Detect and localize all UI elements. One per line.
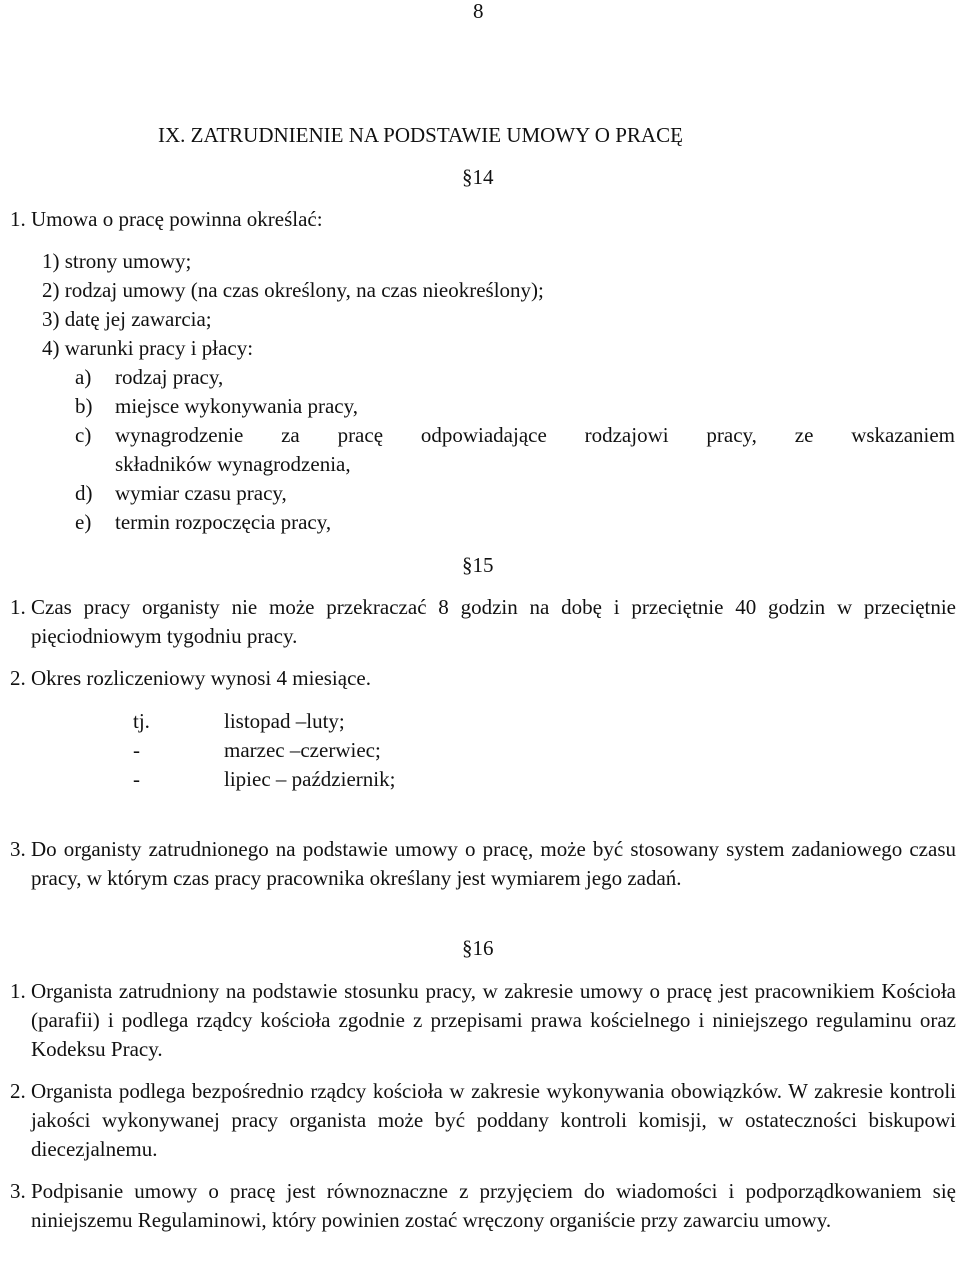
period-text: marzec –czerwiec; [224, 738, 381, 762]
period-marker: tj. [133, 709, 150, 733]
period-text: listopad –luty; [224, 709, 345, 733]
paragraph-16-2: Organista podlega bezpośrednio rządcy kościoła w zakresie wykonywania obowiązków. W zakresie kontroli jakości wykonywanej pracy organista może być poddany kontroli komisji, w ostateczności biskupowi diecezjalnemu. [31, 1079, 956, 1161]
paragraph-number: 3. [10, 837, 26, 861]
paragraph-number: 2. [10, 1079, 26, 1103]
paragraph-number: 2. [10, 666, 26, 690]
sub-item: e) termin rozpoczęcia pracy, [75, 510, 332, 534]
page-number: 8 [473, 0, 484, 23]
paragraph-16-3: Podpisanie umowy o pracę jest równoznaczne z przyjęciem do wiadomości i podporządkowaniem się niniejszemu Regulaminowi, który powinien zostać wręczony organiście przy zawarciu umowy. [31, 1179, 956, 1232]
sub-item: b) miejsce wykonywania pracy, [75, 394, 358, 418]
list-item: 3) datę jej zawarcia; [42, 307, 212, 331]
sub-item: a) rodzaj pracy, [75, 365, 224, 389]
paragraph-15-1: Czas pracy organisty nie może przekraczać 8 godzin na dobę i przeciętnie 40 godzin w przeciętnie pięciodniowym tygodniu pracy. [31, 595, 956, 648]
period-text: lipiec – październik; [224, 767, 396, 791]
list-item: 2) rodzaj umowy (na czas określony, na czas nieokreślony); [42, 278, 544, 302]
paragraph-number: 1. [10, 595, 26, 619]
section-14-items [42, 247, 544, 363]
section-heading-16: §16 [462, 936, 494, 960]
paragraph-16-1: Organista zatrudniony na podstawie stosunku pracy, w zakresie umowy o pracę jest pracownikiem Kościoła (parafii) i podlega rządcy kościoła zgodnie z przepisami prawa kościelnego i niniejszego regulaminu oraz Kodeksu Pracy. [31, 979, 956, 1061]
period-marker: - [133, 738, 140, 762]
sub-item: d) wymiar czasu pracy, [75, 481, 287, 505]
paragraph-number: 3. [10, 1179, 26, 1203]
period-marker: - [133, 767, 140, 791]
paragraph-15-2: Okres rozliczeniowy wynosi 4 miesiące. [31, 666, 371, 690]
chapter-title: IX. ZATRUDNIENIE NA PODSTAWIE UMOWY O PRACĘ [158, 123, 683, 147]
section-heading-14: §14 [462, 165, 494, 189]
section-14-intro: 1. Umowa o pracę powinna określać: [10, 207, 323, 231]
section-heading-15: §15 [462, 553, 494, 577]
paragraph-number: 1. [10, 979, 26, 1003]
paragraph-15-3: Do organisty zatrudnionego na podstawie umowy o pracę, może być stosowany system zadaniowego czasu pracy, w którym czas pracy pracownika określany jest wymiarem jego zadań. [31, 837, 956, 890]
list-item: 1) strony umowy; [42, 249, 192, 273]
sub-item-continuation: składników wynagrodzenia, [115, 452, 351, 476]
section-14-subitems [75, 363, 955, 537]
sub-item: c) wynagrodzenie za pracę odpowiadające rodzajowi pracy, ze wskazaniem [75, 423, 955, 447]
list-item: 4) warunki pracy i płacy: [42, 336, 254, 360]
